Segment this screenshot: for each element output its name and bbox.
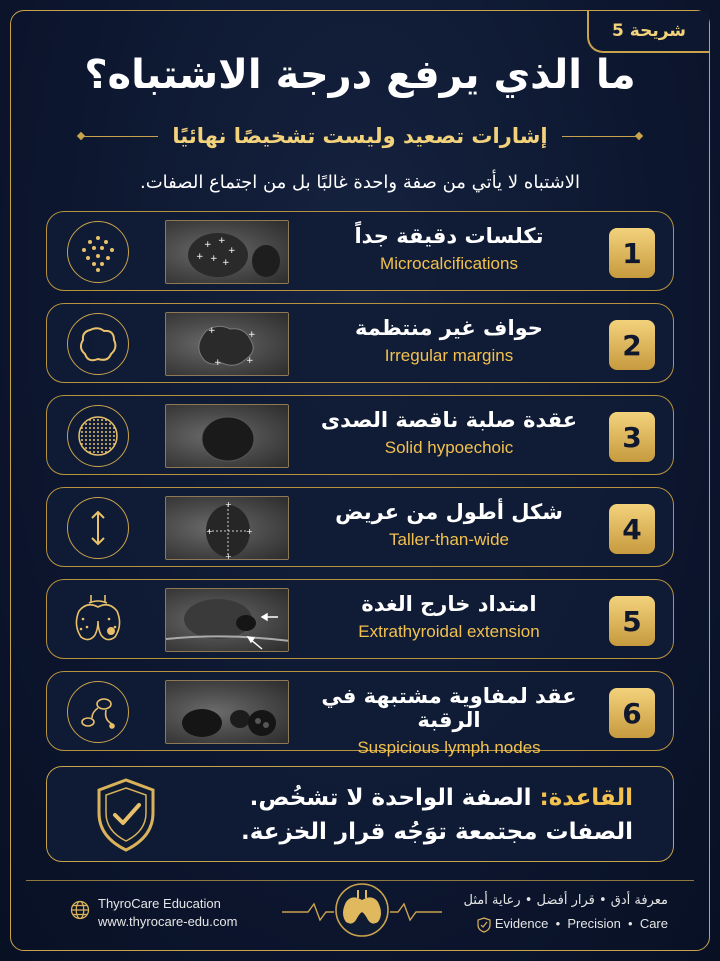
ultrasound-image [165, 220, 289, 284]
ultrasound-image [165, 588, 289, 652]
feature-number: 4 [609, 504, 655, 554]
feature-title-ar: تكلسات دقيقة جداً [354, 224, 544, 248]
feature-title-en: Taller-than-wide [389, 530, 509, 549]
tagline-en: Evidence • Precision • Care [494, 916, 668, 931]
svg-text:+: + [218, 236, 226, 246]
rule-box [46, 766, 674, 862]
feature-title-en: Suspicious lymph nodes [357, 738, 541, 757]
dotted-disc-icon [67, 405, 129, 467]
tagline-en-row [464, 916, 669, 933]
svg-text:+: + [225, 500, 232, 509]
feature-title-ar: عقد لمفاوية مشتبهة في الرقبة [321, 684, 577, 732]
svg-text:+: + [208, 326, 216, 336]
rule-label: القاعدة: [539, 785, 633, 811]
feature-card-microcalcifications [46, 211, 674, 291]
feature-title-en: Solid hypoechoic [384, 438, 514, 457]
rule-line-1-text: الصفة الواحدة لا تشخُص. [249, 785, 532, 811]
feature-title-ar: امتداد خارج الغدة [361, 592, 537, 616]
svg-text:+: + [225, 552, 232, 560]
thyroid-icon [67, 589, 129, 651]
feature-number: 2 [609, 320, 655, 370]
feature-card-taller-than-wide [46, 487, 674, 567]
feature-number: 3 [609, 412, 655, 462]
svg-text:+: + [210, 254, 218, 264]
feature-card-suspicious-lymph-nodes [46, 671, 674, 757]
irregular-blob-icon [67, 313, 129, 375]
feature-number: 1 [609, 228, 655, 278]
svg-text:+: + [248, 330, 256, 340]
slide-number-badge: شريحة 5 [587, 11, 709, 53]
ultrasound-image [165, 404, 289, 468]
feature-title-en: Irregular margins [384, 346, 514, 365]
ultrasound-image [165, 680, 289, 744]
feature-title-ar: حواف غير منتظمة [355, 316, 543, 340]
rule-text [193, 781, 633, 849]
thyroid-logo-icon [282, 878, 442, 942]
page-subtitle: إشارات تصعيد وليست تشخيصًا نهائيًا [172, 124, 548, 148]
ultrasound-image [165, 496, 289, 560]
svg-text:+: + [222, 258, 230, 268]
feature-number: 5 [609, 596, 655, 646]
rule-line-1 [193, 781, 633, 815]
vertical-arrow-icon [67, 497, 129, 559]
feature-card-solid-hypoechoic [46, 395, 674, 475]
svg-text:+: + [246, 356, 254, 366]
brand-url[interactable]: www.thyrocare-edu.com [98, 914, 238, 929]
page-title: ما الذي يرفع درجة الاشتباه؟ [84, 52, 636, 98]
svg-text:+: + [246, 527, 253, 536]
ultrasound-image [165, 312, 289, 376]
svg-text:+: + [228, 246, 236, 256]
shield-check-small-icon [477, 917, 491, 933]
subtitle-row [0, 118, 720, 154]
intro-note: الاشتباه لا يأتي من صفة واحدة غالبًا بل من اجتماع الصفات. [139, 172, 581, 193]
shield-check-icon [93, 777, 159, 853]
tagline-ar: معرفة أدق • قرار أفضل • رعاية أمثل [463, 893, 668, 908]
lymph-node-icon [67, 681, 129, 743]
brand-name: ThyroCare Education [98, 896, 221, 911]
feature-title-en: Extrathyroidal extension [358, 622, 540, 641]
feature-title-en: Microcalcifications [380, 254, 518, 273]
subtitle-divider-left [78, 136, 158, 137]
globe-icon [70, 900, 90, 920]
feature-title-ar: عقدة صلبة ناقصة الصدى [320, 408, 578, 432]
svg-text:+: + [206, 527, 213, 536]
svg-text:+: + [214, 358, 222, 368]
subtitle-divider-right [562, 136, 642, 137]
rule-line-2: الصفات مجتمعة توَجُه قرار الخزعة. [241, 819, 633, 845]
svg-text:+: + [196, 252, 204, 262]
svg-text:+: + [204, 240, 212, 250]
feature-card-extrathyroidal-extension [46, 579, 674, 659]
feature-number: 6 [609, 688, 655, 738]
dots-circle-icon [67, 221, 129, 283]
footer-tagline [464, 893, 669, 933]
feature-title-ar: شكل أطول من عريض [335, 500, 563, 524]
feature-card-irregular-margins [46, 303, 674, 383]
